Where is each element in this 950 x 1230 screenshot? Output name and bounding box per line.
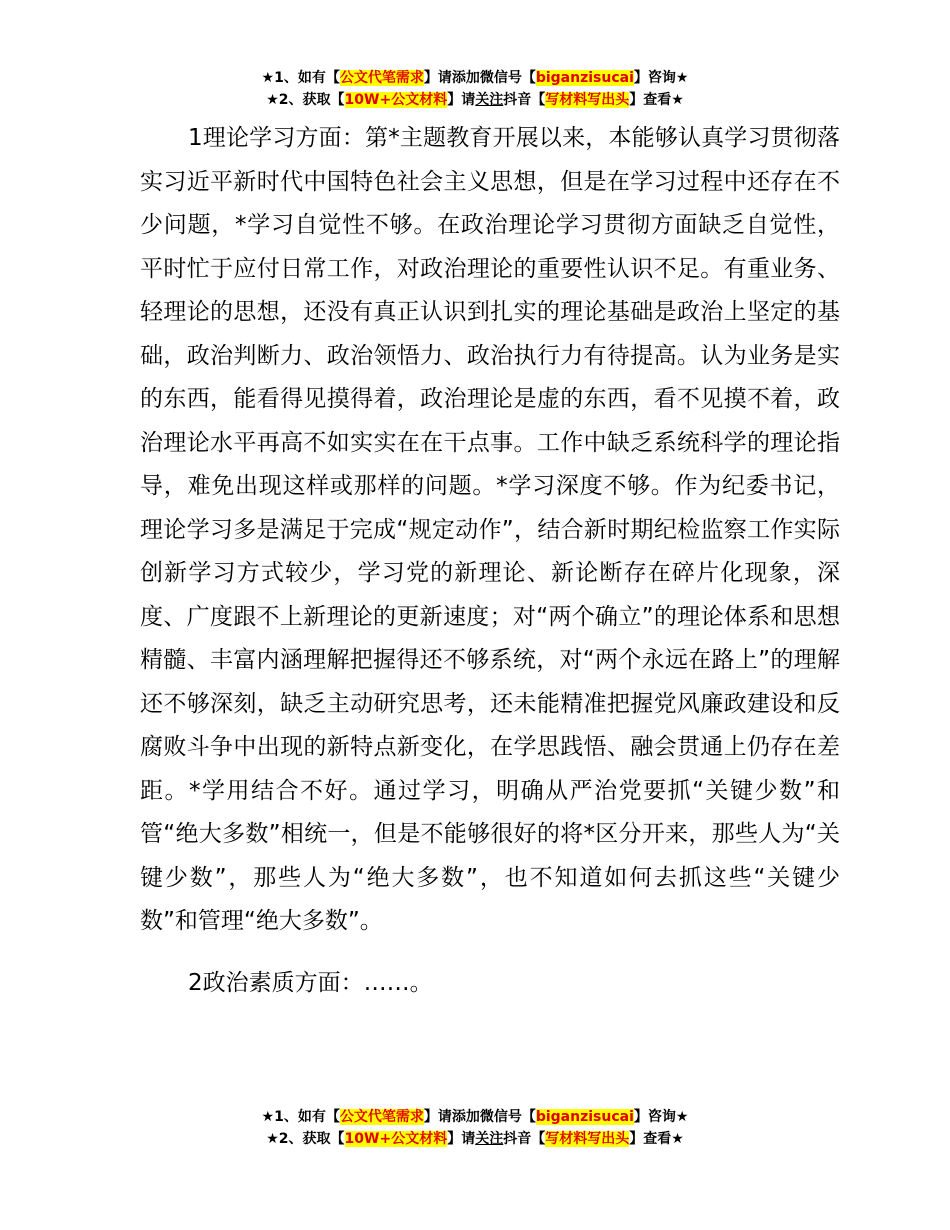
highlight-materials: 10W+公文材料	[344, 92, 448, 108]
banner-text-underlined: 关注	[475, 92, 504, 108]
banner-text: 查看	[643, 1131, 672, 1147]
banner-text: 2、获取	[278, 92, 331, 108]
highlight-account: 写材料写出头	[545, 1131, 630, 1147]
banner-text: 请	[461, 92, 476, 108]
star-icon: ★	[266, 92, 279, 108]
paragraph-theory-study: 1理论学习方面：第*主题教育开展以来，本能够认真学习贯彻落实习近平新时代中国特色社会主义思想，但是在学习过程中还存在不少问题，*学习自觉性不够。在政治理论学习贯彻方面缺乏自觉性，平时忙于应付日常工作，对政治理论的重要性认识不足。有重业务、轻理论的思想，还没有真正认识到扎实的理论基础是政治上坚定的基础，政治判断力、政治领悟力、政治执行力有待提高。认为业务是实的东西，能看得见摸得着，政治理论是虚的东西，看不见摸不着，政治理论水平再高不如实实在在干点事。工作中缺乏系统科学的理论指导，难免出现这样或那样的问题。*学习深度不够。作为纪委书记，理论学习多是满足于完成“规定动作”，结合新时期纪检监察工作实际创新学习方式较少，学习党的新理论、新论断存在碎片化现象，深度、广度跟不上新理论的更新速度；对“两个确立”的理论体系和思想精髓、丰富内涵理解把握得还不够系统，对“两个永远在路上”的理解还不够深刻，缺乏主动研究思考，还未能精准把握党风廉政建设和反腐败斗争中出现的新特点新变化，在学思践悟、融会贯通上仍存在差距。*学用结合不好。通过学习，明确从严治党要抓“关键少数”和管“绝大多数”相统一，但是不能够很好的将*区分开来，那些人为“关键少数”，那些人为“绝大多数”，也不知道如何去抓这些“关键少数”和管理“绝大多数”。	[140, 125, 840, 934]
bracket: 【	[330, 1131, 345, 1147]
highlight-wechat-id: biganzisucai	[535, 1109, 634, 1125]
highlight-materials: 10W+公文材料	[344, 1131, 448, 1147]
bracket: 【	[521, 70, 536, 86]
bracket: 】	[423, 70, 438, 86]
bracket: 】	[633, 70, 648, 86]
bracket: 【	[531, 1131, 546, 1147]
banner-text: 请	[461, 1131, 476, 1147]
banner-text: 咨询	[647, 70, 676, 86]
banner-line-1	[0, 67, 950, 89]
banner-text: 请添加微信号	[437, 1109, 522, 1125]
star-icon: ★	[675, 70, 689, 86]
document-body	[140, 117, 840, 1005]
banner-text: 1、如有	[274, 1109, 326, 1125]
bracket: 【	[330, 92, 345, 108]
banner-text: 抖音	[503, 1131, 532, 1147]
bracket: 【	[325, 1109, 340, 1125]
star-icon: ★	[675, 1109, 689, 1125]
banner-text: 咨询	[647, 1109, 676, 1125]
banner-text: 1、如有	[274, 70, 326, 86]
banner-line-2	[0, 89, 950, 111]
bracket: 】	[633, 1109, 648, 1125]
bracket: 】	[447, 92, 462, 108]
star-icon: ★	[261, 70, 275, 86]
banner-text: 抖音	[503, 92, 532, 108]
paragraph-political-quality: 2政治素质方面：……。	[188, 969, 433, 996]
highlight-service: 公文代笔需求	[339, 70, 424, 86]
star-icon: ★	[671, 1131, 684, 1147]
highlight-account: 写材料写出头	[545, 92, 630, 108]
bracket: 【	[325, 70, 340, 86]
header-banner	[0, 67, 950, 111]
banner-text: 查看	[643, 92, 672, 108]
bracket: 【	[531, 92, 546, 108]
bracket: 】	[423, 1109, 438, 1125]
banner-line-2	[0, 1128, 950, 1150]
footer-banner	[0, 1106, 950, 1150]
star-icon: ★	[266, 1131, 279, 1147]
star-icon: ★	[261, 1109, 275, 1125]
bracket: 】	[629, 1131, 644, 1147]
highlight-service: 公文代笔需求	[339, 1109, 424, 1125]
bracket: 【	[521, 1109, 536, 1125]
bracket: 】	[447, 1131, 462, 1147]
banner-line-1	[0, 1106, 950, 1128]
banner-text-underlined: 关注	[475, 1131, 504, 1147]
highlight-wechat-id: biganzisucai	[535, 70, 634, 86]
banner-text: 请添加微信号	[437, 70, 522, 86]
star-icon: ★	[671, 92, 684, 108]
banner-text: 2、获取	[278, 1131, 331, 1147]
bracket: 】	[629, 92, 644, 108]
